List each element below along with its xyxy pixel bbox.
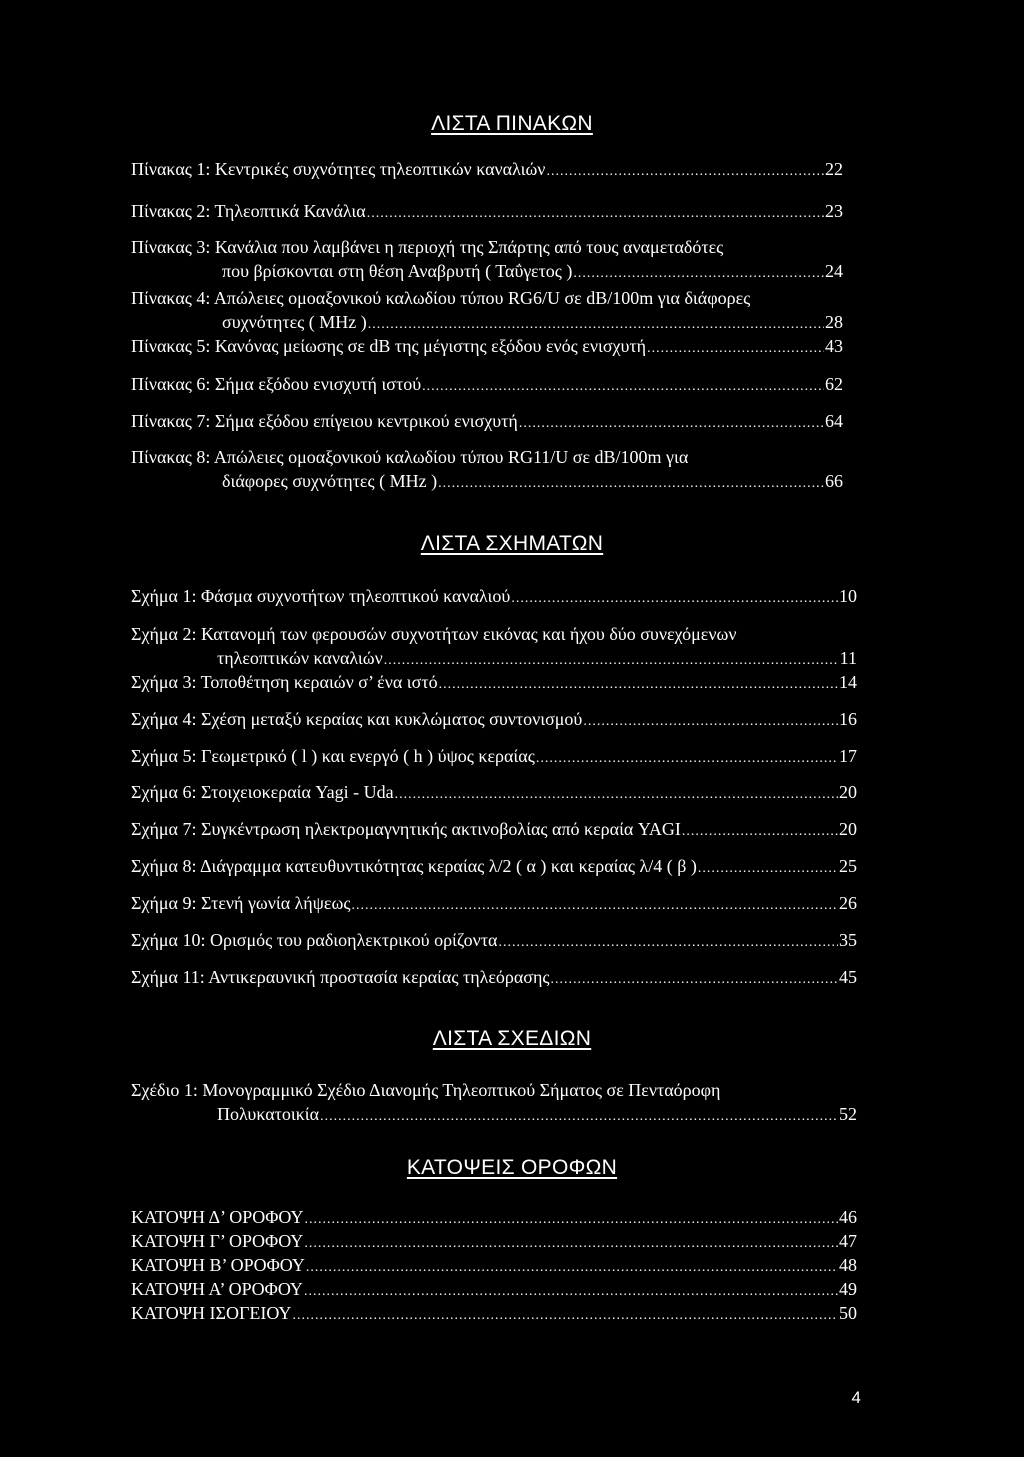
figure-entry-2 — [131, 622, 857, 670]
figure-entry-8 — [131, 854, 857, 878]
entry-page: 49 — [839, 1279, 857, 1299]
figure-entry-10 — [131, 928, 857, 952]
tables-heading: ΛΙΣΤΑ ΠΙΝΑΚΩΝ — [431, 112, 593, 135]
table-entry-4 — [131, 286, 843, 334]
entry-line-1: Πίνακας 4: Απώλειες ομοαξονικού καλωδίου τύπου RG6/U σε dB/100m για διάφορες — [131, 288, 751, 308]
leader-dots — [351, 894, 838, 918]
figures-heading: ΛΙΣΤΑ ΣΧΗΜΑΤΩΝ — [420, 532, 604, 555]
leader-dots — [498, 931, 838, 955]
entry-text: Σχήμα 7: Συγκέντρωση ηλεκτρομαγνητικής ακτινοβολίας από κεραία YAGI — [131, 819, 681, 839]
leader-dots — [583, 710, 838, 734]
figure-entry-6 — [131, 780, 857, 804]
entry-page: 22 — [825, 159, 843, 179]
entry-text: ΚΑΤΟΨΗ ΙΣΟΓΕΙΟΥ — [131, 1303, 292, 1323]
leader-dots — [519, 412, 824, 436]
entry-page: 20 — [839, 819, 857, 839]
entry-text: Σχήμα 3: Τοποθέτηση κεραιών σ’ ένα ιστό — [131, 672, 438, 692]
entry-text: Πολυκατοικία — [217, 1104, 320, 1124]
leader-dots — [647, 337, 824, 361]
floorplan-entry-4 — [131, 1277, 857, 1301]
entry-page: 47 — [839, 1231, 857, 1251]
figure-entry-11 — [131, 965, 857, 989]
table-entry-7 — [131, 409, 843, 433]
floorplan-entry-3 — [131, 1253, 857, 1277]
floorplan-entry-1 — [131, 1205, 857, 1229]
entry-text: Πίνακας 6: Σήμα εξόδου ενισχυτή ιστού — [131, 374, 422, 394]
entry-text: ΚΑΤΟΨΗ Α’ ΟΡΟΦΟΥ — [131, 1279, 303, 1299]
entry-page: 52 — [839, 1104, 857, 1124]
entry-text: ΚΑΤΟΨΗ Β’ ΟΡΟΦΟΥ — [131, 1255, 305, 1275]
floorplan-entry-2 — [131, 1229, 857, 1253]
entry-page: 25 — [839, 856, 857, 876]
entry-page: 26 — [839, 893, 857, 913]
figure-entry-9 — [131, 891, 857, 915]
entry-text: ΚΑΤΟΨΗ Δ’ ΟΡΟΦΟΥ — [131, 1207, 304, 1227]
figure-entry-3 — [131, 670, 857, 694]
entry-page: 62 — [825, 374, 843, 394]
entry-text: Σχήμα 9: Στενή γωνία λήψεως — [131, 893, 351, 913]
leader-dots — [698, 857, 838, 881]
entry-text: Πίνακας 2: Τηλεοπτικά Κανάλια — [131, 201, 366, 221]
table-entry-6 — [131, 372, 843, 396]
leader-dots — [682, 820, 838, 844]
entry-line-1: Πίνακας 8: Απώλειες ομοαξονικού καλωδίου τύπου RG11/U σε dB/100m για — [131, 447, 689, 467]
entry-page: 48 — [839, 1255, 857, 1275]
entry-text: Πίνακας 5: Κανόνας μείωσης σε dB της μέγιστης εξόδου ενός ενισχυτή — [131, 336, 647, 356]
entry-text: Σχήμα 5: Γεωμετρικό ( l ) και ενεργό ( h ) ύψος κεραίας — [131, 746, 535, 766]
table-entry-5 — [131, 334, 843, 358]
entry-text: Σχήμα 4: Σχέση μεταξύ κεραίας και κυκλώματος συντονισμού — [131, 709, 583, 729]
entry-page: 24 — [825, 261, 843, 281]
entry-text: Σχήμα 1: Φάσμα συχνοτήτων τηλεοπτικού καναλιού — [131, 586, 511, 606]
entry-text: που βρίσκονται στη θέση Αναβρυτή ( Ταΰγετος ) — [222, 261, 573, 281]
entry-text: συχνότητες ( MHz ) — [222, 312, 367, 332]
leader-dots — [573, 262, 824, 286]
leader-dots — [320, 1105, 838, 1129]
table-entry-2 — [131, 199, 843, 223]
entry-page: 28 — [825, 312, 843, 332]
entry-page: 43 — [825, 336, 843, 356]
leader-dots — [551, 968, 838, 992]
leader-dots — [422, 375, 824, 399]
entry-text: τηλεοπτικών καναλιών — [217, 648, 383, 668]
entry-page: 66 — [825, 471, 843, 491]
figure-entry-4 — [131, 707, 857, 731]
entry-page: 20 — [839, 782, 857, 802]
entry-page: 35 — [839, 930, 857, 950]
entry-page: 64 — [825, 411, 843, 431]
entry-page: 17 — [839, 746, 857, 766]
entry-text: διάφορες συχνότητες ( MHz ) — [222, 471, 438, 491]
figure-entry-7 — [131, 817, 857, 841]
table-entry-8 — [131, 445, 843, 493]
leader-dots — [292, 1304, 838, 1328]
entry-page: 14 — [839, 672, 857, 692]
leader-dots — [511, 587, 838, 611]
leader-dots — [395, 783, 838, 807]
entry-page: 10 — [839, 586, 857, 606]
entry-line-1: Πίνακας 3: Κανάλια που λαμβάνει η περιοχή της Σπάρτης από τους αναμεταδότες — [131, 237, 724, 257]
leader-dots — [438, 472, 824, 496]
entry-text: Σχήμα 6: Στοιχειοκεραία Yagi - Uda — [131, 782, 394, 802]
entry-text: Πίνακας 7: Σήμα εξόδου επίγειου κεντρικού ενισχυτή — [131, 411, 518, 431]
floorplan-entry-5 — [131, 1301, 857, 1325]
page-number: 4 — [851, 1388, 861, 1407]
entry-text: Σχήμα 8: Διάγραμμα κατευθυντικότητας κεραίας λ/2 ( α ) και κεραίας λ/4 ( β ) — [131, 856, 697, 876]
entry-page: 11 — [839, 648, 857, 668]
leader-dots — [439, 673, 838, 697]
entry-page: 50 — [839, 1303, 857, 1323]
table-entry-3 — [131, 235, 843, 283]
table-entry-1 — [131, 157, 843, 181]
entry-page: 45 — [839, 967, 857, 987]
figure-entry-5 — [131, 744, 857, 768]
entry-text: Σχήμα 11: Αντικεραυνική προστασία κεραίας τηλεόρασης — [131, 967, 550, 987]
entry-line-1: Σχήμα 2: Κατανομή των φερουσών συχνοτήτων εικόνας και ήχου δύο συνεχόμενων — [131, 624, 737, 644]
leader-dots — [546, 160, 824, 184]
plans-heading: ΛΙΣΤΑ ΣΧΕΔΙΩΝ — [432, 1027, 592, 1050]
entry-page: 16 — [839, 709, 857, 729]
leader-dots — [536, 747, 838, 771]
entry-text: Πίνακας 1: Κεντρικές συχνότητες τηλεοπτικών καναλιών — [131, 159, 546, 179]
entry-page: 46 — [839, 1207, 857, 1227]
entry-line-1: Σχέδιο 1: Μονογραμμικό Σχέδιο Διανομής Τηλεοπτικού Σήματος σε Πενταόροφη — [131, 1080, 721, 1100]
entry-text: ΚΑΤΟΨΗ Γ’ ΟΡΟΦΟΥ — [131, 1231, 304, 1251]
entry-page: 23 — [825, 201, 843, 221]
plan-entry-1 — [131, 1078, 857, 1126]
leader-dots — [367, 202, 824, 226]
entry-text: Σχήμα 10: Ορισμός του ραδιοηλεκτρικού ορίζοντα — [131, 930, 498, 950]
figure-entry-1 — [131, 584, 857, 608]
floorplans-heading: ΚΑΤΟΨΕΙΣ ΟΡΟΦΩΝ — [406, 1156, 618, 1179]
